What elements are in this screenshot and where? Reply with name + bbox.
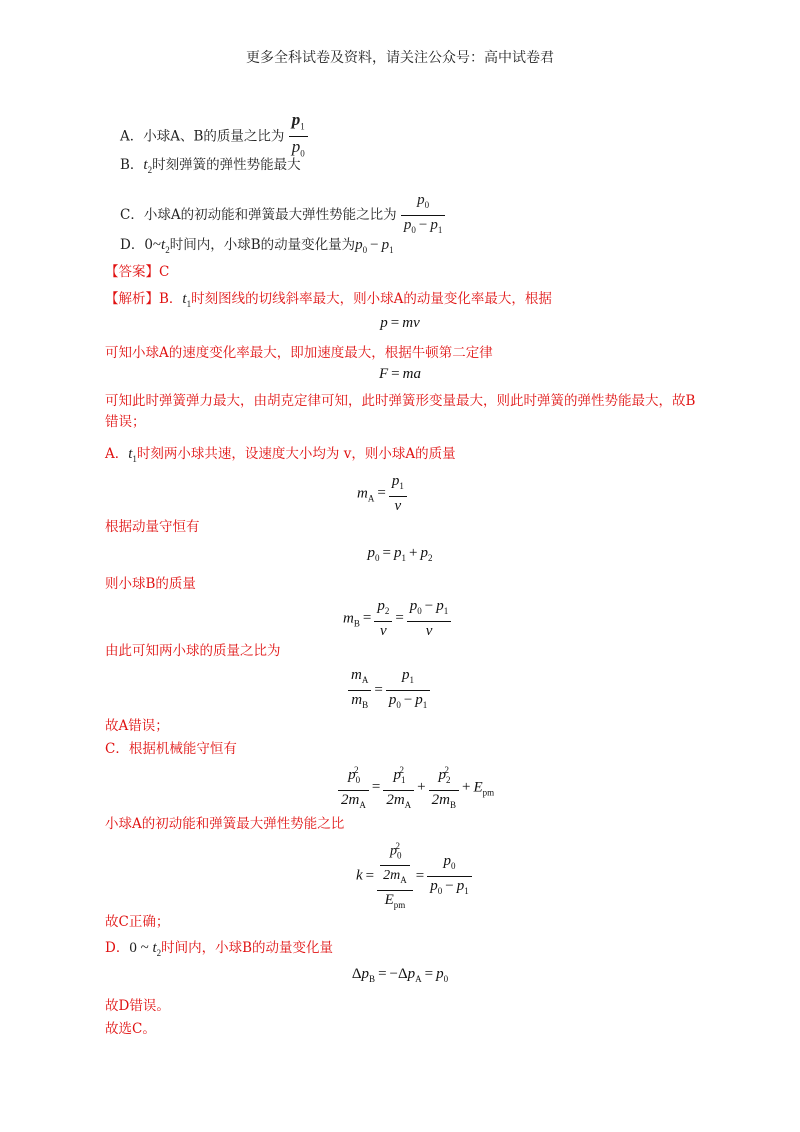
analysis-c-line2: 小球A的初动能和弹簧最大弹性势能之比 (105, 816, 345, 832)
analysis-c-line1: C．根据机械能守恒有 (105, 741, 237, 757)
equation-mass-ratio: $\frac{m_A}{m_B}$ = $\frac{p_1}{p_0 - p_1}$ (348, 667, 430, 714)
equation-newton: F = ma (379, 366, 421, 382)
analysis-a-line1-text: 时刻两小球共速，设速度大小均为 v，则小球A的质量 (136, 446, 456, 462)
option-b-text: 时刻弹簧的弹性势能最大 (152, 157, 301, 173)
analysis-a-line4: 由此可知两小球的质量之比为 (105, 643, 281, 659)
option-c-formula: $\frac{p_0}{p_0 - p_1}$ (401, 192, 445, 239)
analysis-a-label: A． (105, 446, 129, 462)
analysis-d-line2: 故D错误。 (105, 998, 170, 1014)
option-d (120, 236, 394, 259)
option-d-label: D．0 (120, 237, 153, 253)
analysis-a-t1-symbol: $t_1$ (128, 446, 137, 464)
analysis-d-range: 0 ~ $t_2$ (129, 940, 162, 958)
analysis-t1-symbol: $t_1$ (182, 291, 192, 309)
page-header: 更多全科试卷及资料，请关注公众号：高中试卷君 (246, 50, 554, 66)
analysis-d-line1 (105, 939, 333, 962)
option-c-text: C．小球A的初动能和弹簧最大弹性势能之比为 (120, 207, 397, 223)
option-d-text: 时间内，小球B的动量变化量为 (169, 237, 356, 253)
option-d-formula: $p_0 - p_1$ (355, 237, 394, 255)
option-b-label: B． (120, 157, 144, 173)
option-a-formula: $\frac{p_1}{p_0}$ (289, 111, 308, 163)
equation-conservation: $p_0 = p_1 + p_2$ (367, 545, 433, 563)
option-a-text: A．小球A、B的质量之比为 (120, 128, 285, 145)
option-a (120, 111, 308, 163)
equation-mass-a: $m_A$ = $\frac{p_1}{v}$ (357, 473, 407, 515)
analysis-b-line1 (105, 290, 552, 313)
equation-mass-b: $m_B$ = $\frac{p_2}{v}$ = $\frac{p_0 - p_1}{v}$ (343, 598, 451, 640)
equation-momentum: p = mv (380, 315, 420, 331)
analysis-a-line2: 根据动量守恒有 (105, 519, 200, 535)
option-c (120, 192, 445, 239)
analysis-conclusion: 故选C。 (105, 1021, 156, 1037)
equation-energy-ratio: k = $\frac{\frac{p_0^2}{2m_A}}{E_{pm}}$ = $\frac{p_0}{p_0 - p_1}$ (356, 838, 472, 914)
analysis-d-line1-text: 时间内，小球B的动量变化量 (161, 940, 334, 956)
option-b (120, 156, 301, 179)
analysis-c-line3: 故C正确； (105, 914, 170, 930)
option-b-symbol: $t_2$ (143, 157, 153, 175)
analysis-a-line5: 故A错误； (105, 718, 169, 734)
equation-energy: $\frac{p_0^2}{2m_A}$ = $\frac{p_1^2}{2m_A}$ + $\frac{p_2^2}{2m_B}$ + $E_{pm}$ (338, 762, 494, 814)
analysis-b-line3: 可知此时弹簧弹力最大，由胡克定律可知，此时弹簧形变量最大，则此时弹簧的弹性势能最大，故B (105, 393, 696, 409)
analysis-a-line1 (105, 445, 456, 468)
analysis-a-line3: 则小球B的质量 (105, 576, 196, 592)
analysis-b-line1-text: 时刻图线的切线斜率最大，则小球A的动量变化率最大，根据 (191, 291, 552, 307)
equation-momentum-change: $\Delta p_B = -\Delta p_A = p_0$ (351, 966, 449, 984)
option-d-range: $\sim t_2$ (152, 237, 170, 255)
analysis-b-line2: 可知小球A的速度变化率最大，即加速度最大，根据牛顿第二定律 (105, 345, 493, 361)
analysis-b-line4: 错误； (105, 414, 146, 430)
analysis-d-label: D． (105, 940, 130, 956)
analysis-label: 【解析】B． (105, 291, 183, 307)
answer: 【答案】C (105, 264, 170, 280)
